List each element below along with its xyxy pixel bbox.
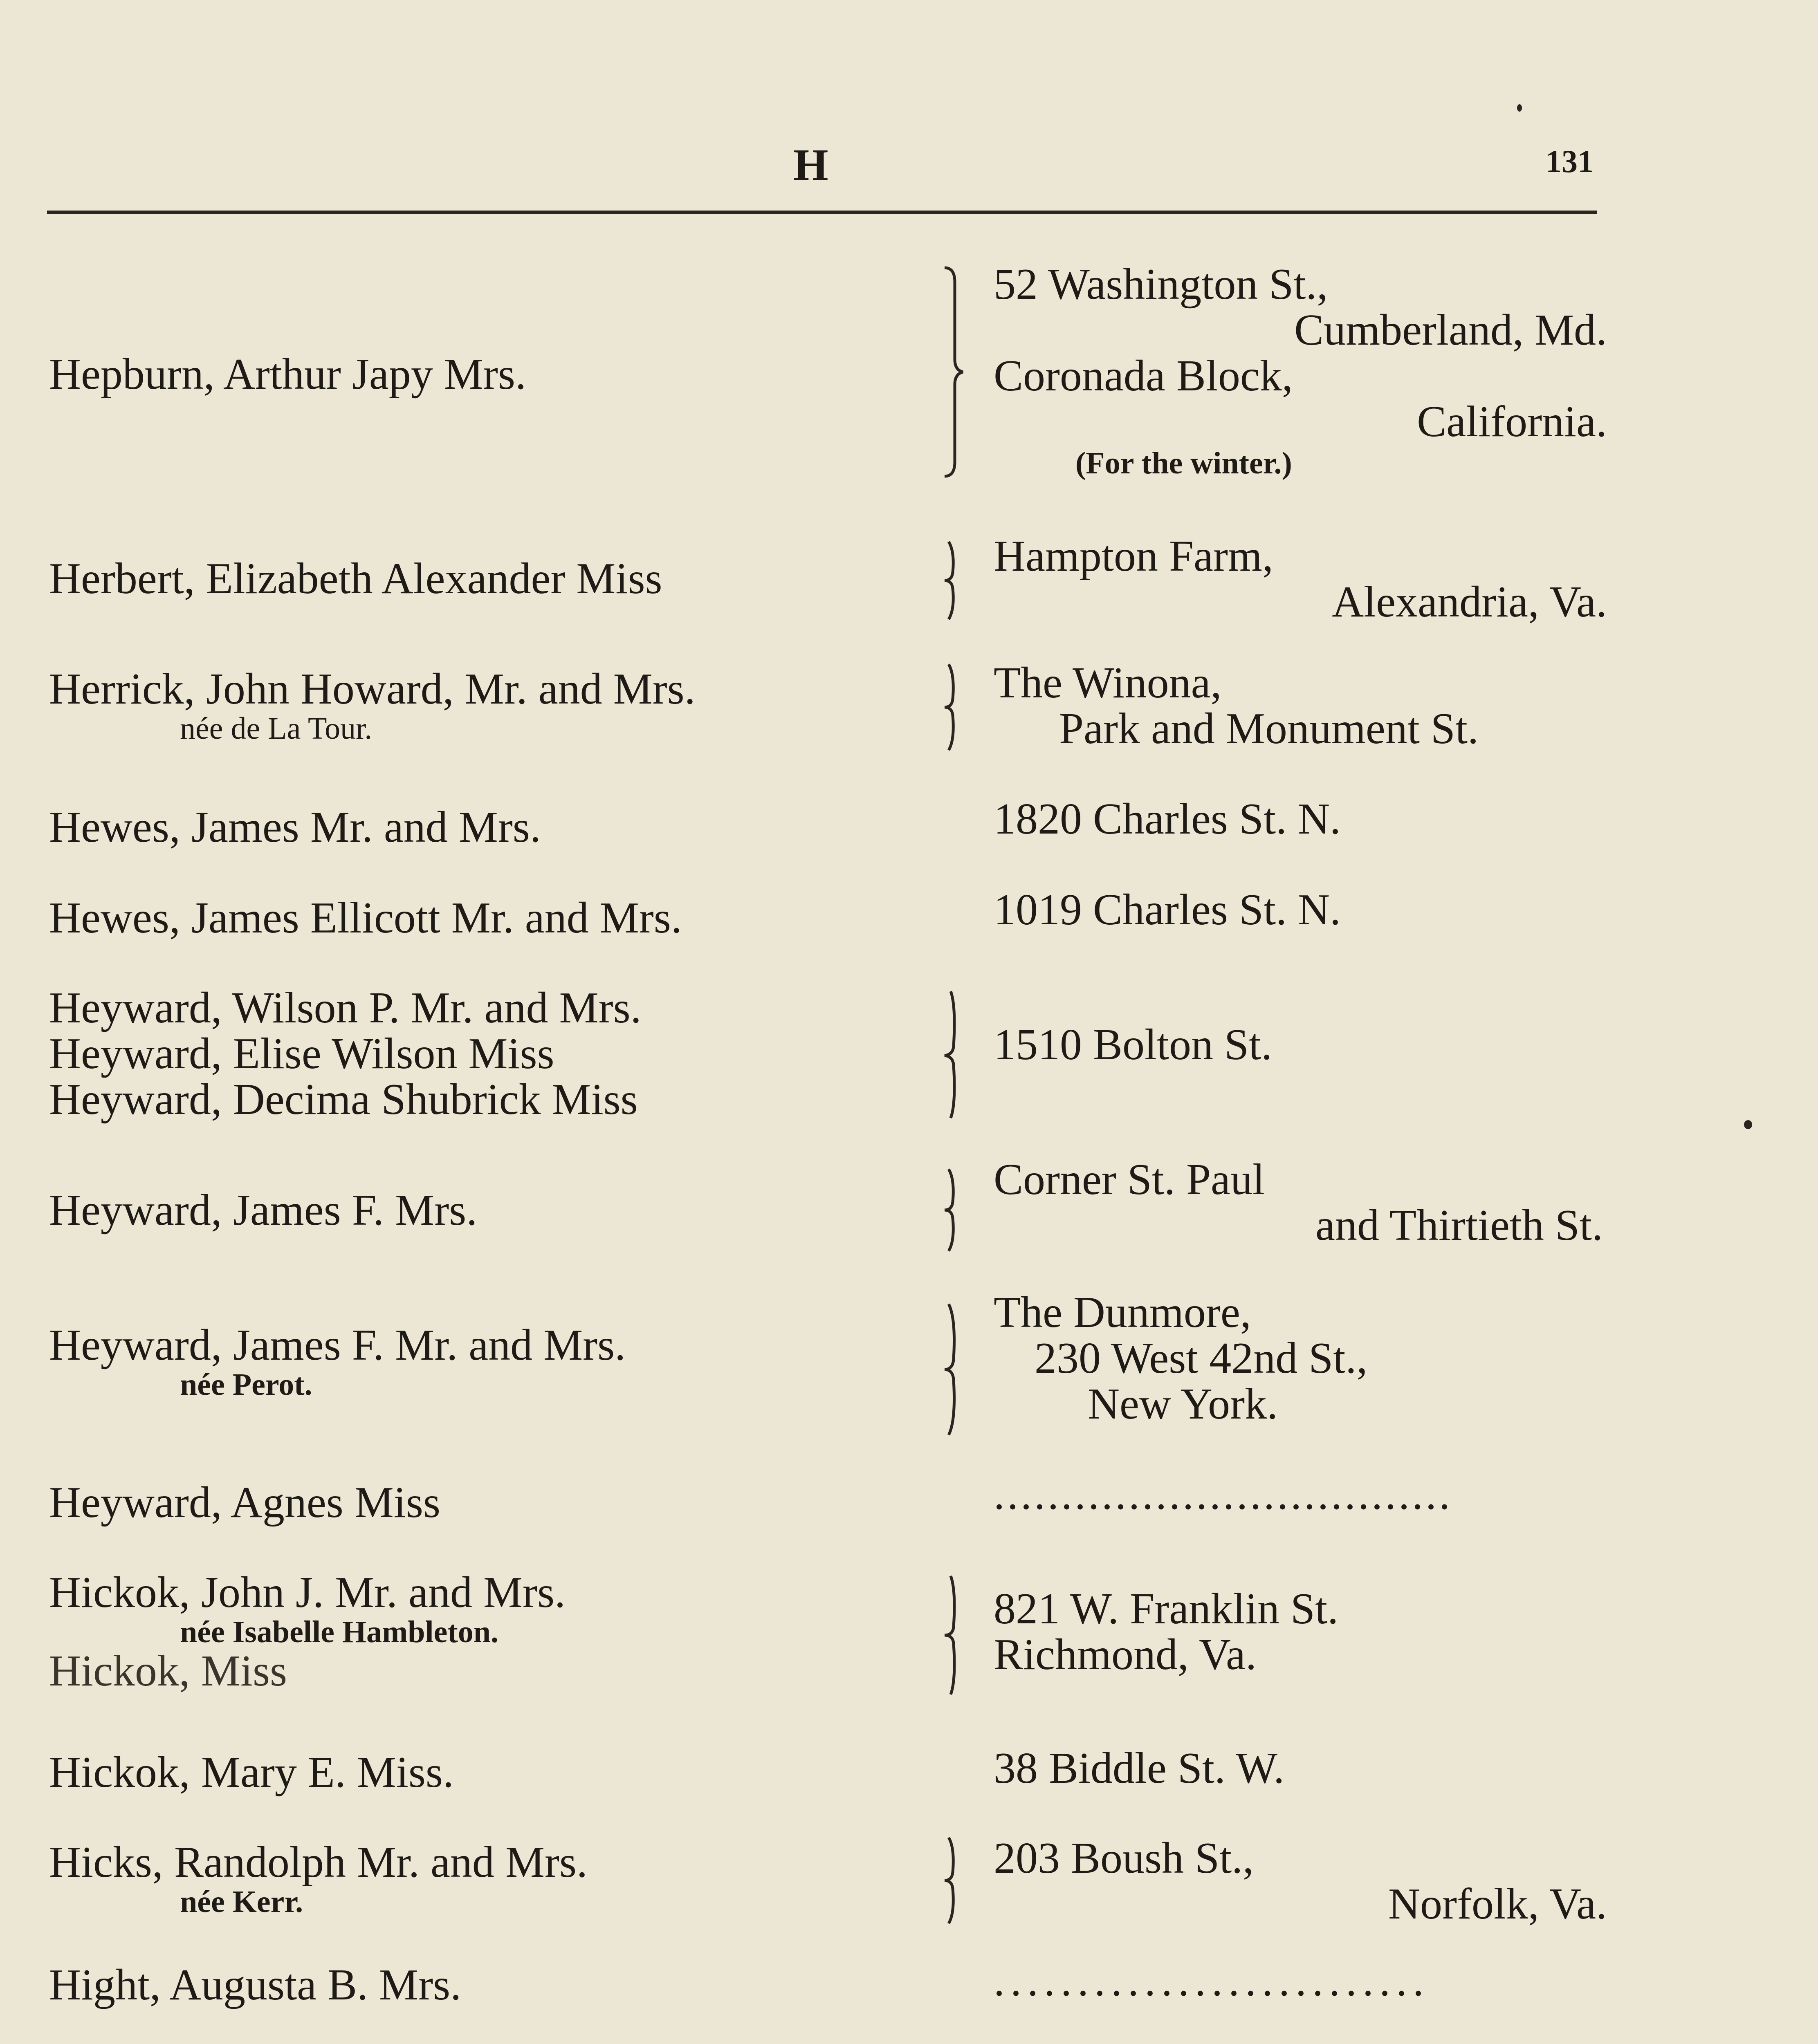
address-dots: .......................... [994, 1957, 1430, 2005]
nee-note: née de La Tour. [180, 711, 373, 746]
address-line: Corner St. Paul [994, 1155, 1265, 1204]
entry-name: Hepburn, Arthur Japy Mrs. [49, 350, 526, 399]
brace-icon [940, 540, 965, 621]
entry-names [49, 556, 949, 602]
entry-address [994, 1290, 1607, 1427]
entry-names [49, 1570, 949, 1694]
address-line: The Dunmore, [994, 1288, 1251, 1337]
nee-note: née Perot. [180, 1367, 312, 1402]
entry-address [994, 262, 1607, 482]
address-line: Alexandria, Va. [1332, 578, 1607, 626]
nee-note: née Isabelle Hambleton. [180, 1615, 498, 1649]
entry-address [994, 887, 1607, 933]
entry-address [994, 1472, 1607, 1517]
brace-icon [940, 662, 965, 752]
entry-names [49, 1962, 949, 2008]
address-line: Coronada Block, [994, 352, 1293, 400]
entry-name: Herbert, Elizabeth Alexander Miss [49, 554, 662, 603]
entry-address [994, 660, 1607, 752]
entry-name: Hickok, Miss [49, 1647, 287, 1695]
entry-names [49, 985, 949, 1123]
page-number: 131 [1546, 143, 1594, 179]
entry-name: Hickok, Mary E. Miss. [49, 1748, 454, 1797]
address-line: 38 Biddle St. W. [994, 1744, 1285, 1793]
address-line: 821 W. Franklin St. [994, 1585, 1339, 1633]
address-line: 52 Washington St., [994, 260, 1328, 309]
address-line: California. [1417, 397, 1607, 446]
address-line: The Winona, [994, 659, 1222, 707]
entry-address [994, 796, 1607, 842]
entry-name: Hight, Augusta B. Mrs. [49, 1961, 462, 2009]
address-line: and Thirtieth St. [1315, 1201, 1603, 1250]
address-line: 1019 Charles St. N. [994, 885, 1341, 934]
address-line: Park and Monument St. [1059, 704, 1479, 753]
entry-names [49, 1322, 949, 1401]
address-line: Norfolk, Va. [1388, 1880, 1607, 1928]
header-rule [47, 211, 1597, 214]
address-line: 1820 Charles St. N. [994, 795, 1341, 843]
entry-name: Herrick, John Howard, Mr. and Mrs. [49, 665, 696, 713]
entry-names [49, 666, 949, 745]
address-line: New York. [1088, 1380, 1278, 1428]
nee-note: née Kerr. [180, 1885, 303, 1919]
entry-names [49, 1840, 949, 1918]
address-dots: .................................. [994, 1470, 1452, 1519]
ink-speck [1744, 1120, 1752, 1129]
brace-icon [940, 1574, 965, 1697]
address-line: Cumberland, Md. [1294, 306, 1607, 354]
address-line: Hampton Farm, [994, 532, 1273, 580]
address-line: Richmond, Va. [994, 1630, 1257, 1679]
entry-names [49, 1188, 949, 1233]
brace-icon [940, 1302, 965, 1437]
entry-address [994, 1746, 1607, 1791]
address-note: (For the winter.) [1075, 446, 1292, 480]
entry-address [994, 1836, 1607, 1927]
entry-address [994, 1586, 1607, 1678]
entry-names [49, 352, 949, 397]
entry-name: Heyward, James F. Mr. and Mrs. [49, 1321, 626, 1369]
entry-address [994, 1022, 1607, 1068]
entry-name: Hickok, John J. Mr. and Mrs. [49, 1568, 566, 1617]
entry-names [49, 895, 949, 941]
brace-icon [940, 1836, 965, 1925]
entry-address [994, 1157, 1607, 1248]
entry-name: Heyward, James F. Mrs. [49, 1186, 478, 1235]
entry-address [994, 1958, 1607, 2004]
entry-names [49, 1480, 949, 1526]
address-line: 203 Boush St., [994, 1834, 1254, 1883]
address-line: 230 West 42nd St., [1035, 1334, 1368, 1383]
entry-name: Heyward, Decima Shubrick Miss [49, 1075, 638, 1124]
section-letter: H [793, 140, 830, 190]
entry-name: Heyward, Elise Wilson Miss [49, 1029, 554, 1078]
entry-name: Hicks, Randolph Mr. and Mrs. [49, 1838, 588, 1887]
entry-address [994, 533, 1607, 625]
entry-name: Hewes, James Mr. and Mrs. [49, 803, 541, 852]
entry-names [49, 805, 949, 850]
entry-name: Heyward, Wilson P. Mr. and Mrs. [49, 984, 642, 1032]
entry-name: Hewes, James Ellicott Mr. and Mrs. [49, 894, 682, 942]
entry-name: Heyward, Agnes Miss [49, 1478, 440, 1527]
ink-speck [1517, 104, 1522, 112]
address-line: 1510 Bolton St. [994, 1020, 1273, 1069]
brace-icon [940, 989, 965, 1120]
brace-icon [940, 1167, 965, 1253]
brace-icon [940, 266, 965, 478]
entry-names [49, 1750, 949, 1795]
